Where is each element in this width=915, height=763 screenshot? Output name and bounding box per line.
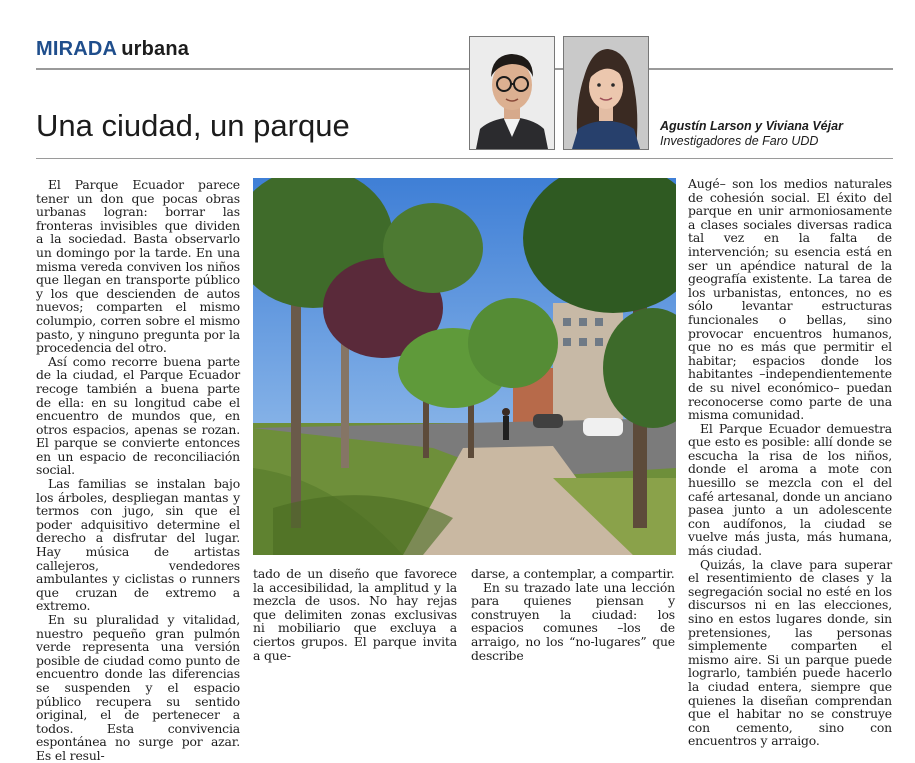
byline	[660, 119, 843, 149]
section-label-part1: MIRADA	[36, 38, 118, 60]
paragraph: darse, a contemplar, a compartir.	[471, 566, 675, 581]
text-column-1	[36, 178, 240, 763]
author-photo-man	[469, 36, 555, 150]
paragraph: tado de un diseño que favorece la accesibilidad, la amplitud y la mezcla de usos. No hay rejas que delimiten zonas exclusivas ni mobiliario que excluya a ciertos grupos. El parque invita a que-	[253, 566, 457, 663]
text-column-4	[688, 177, 892, 748]
author-photo-woman	[563, 36, 649, 150]
paragraph: En su pluralidad y vitalidad, nuestro pequeño gran pulmón verde representa una versión posible de ciudad como punto de encuentro donde las diferencias se suspenden y el espacio público recupera su sentido original, el de pertenecer a todos. Esta convivencia espontánea no surge por azar. Es el resul-	[36, 612, 240, 763]
headline-rule	[36, 158, 893, 159]
paragraph: El Parque Ecuador parece tener un don que pocas obras urbanas logran: borrar las fronteras invisibles que dividen a la sociedad. Basta observarlo un domingo por la tarde. En una misma vereda conviven los niños que llegan en transporte público y los que descienden de autos nuevos; comparten el mismo columpio, corren sobre el mismo pasto, y ninguno pregunta por la procedencia del otro.	[36, 177, 240, 356]
byline-affiliation: Investigadores de Faro UDD	[660, 134, 819, 148]
text-column-2	[253, 567, 457, 662]
paragraph: Así como recorre buena parte de la ciudad, el Parque Ecuador recoge también a buena parte de ella: en su longitud cabe el encuentro de mundos que, en otros espacios, apenas se rozan. El parque se convierte entonces en un espacio de reconciliación social.	[36, 353, 240, 478]
paragraph: Las familias se instalan bajo los árboles, despliegan mantas y termos con jugo, sin que el poder adquisitivo determine el derecho a disfrutar del lugar. Hay música de artistas callejeros, vendedores ambulantes y ciclistas o runners que cruzan de extremo a extremo.	[36, 476, 240, 614]
paragraph: El Parque Ecuador demuestra que esto es posible: allí donde se escucha la risa de los niños, donde el aroma a mote con huesillo se mezcla con el del café artesanal, donde un anciano pasea junto a un adolescente con audífonos, la ciudad se vuelve más justa, más humana, más ciudad.	[688, 420, 892, 559]
section-label	[36, 38, 189, 61]
section-label-part2: urbana	[121, 38, 190, 60]
paragraph: En su trazado late una lección para quienes piensan y construyen la ciudad: los espacios comunes –los de arraigo, no los “no-lugares” que describe	[471, 579, 675, 663]
byline-authors: Agustín Larson y Viviana Véjar	[660, 119, 843, 133]
park-photo	[253, 178, 676, 555]
paragraph: Augé– son los medios naturales de cohesión social. El éxito del parque en unir armoniosamente a clases sociales diversas radica tal vez en la falta de intervención; su esencia está en ser un apéndice natural de la geografía existente. La tarea de los urbanistas, entonces, no es sólo levantar estructuras funcionales o bellas, sino provocar encuentros humanos, que no es más que permitir el habitar; espacios donde los habitantes –independientemente de su nivel económico– puedan reconocerse como parte de una misma comunidad.	[688, 176, 892, 423]
headline: Una ciudad, un parque	[36, 108, 350, 143]
text-column-3	[471, 567, 675, 662]
paragraph: Quizás, la clave para superar el resentimiento de clases y la segregación social no esté en los discursos ni en las elecciones, sino en estos lugares donde, sin pretensiones, las personas simplemente comparten el mismo aire. Si un parque puede lograrlo, también puede hacerlo la ciudad entera, siempre que quienes la diseñan comprendan que el habitar no se construye con cemento, sino con encuentros y arraigo.	[688, 556, 892, 749]
top-rule	[36, 68, 893, 70]
